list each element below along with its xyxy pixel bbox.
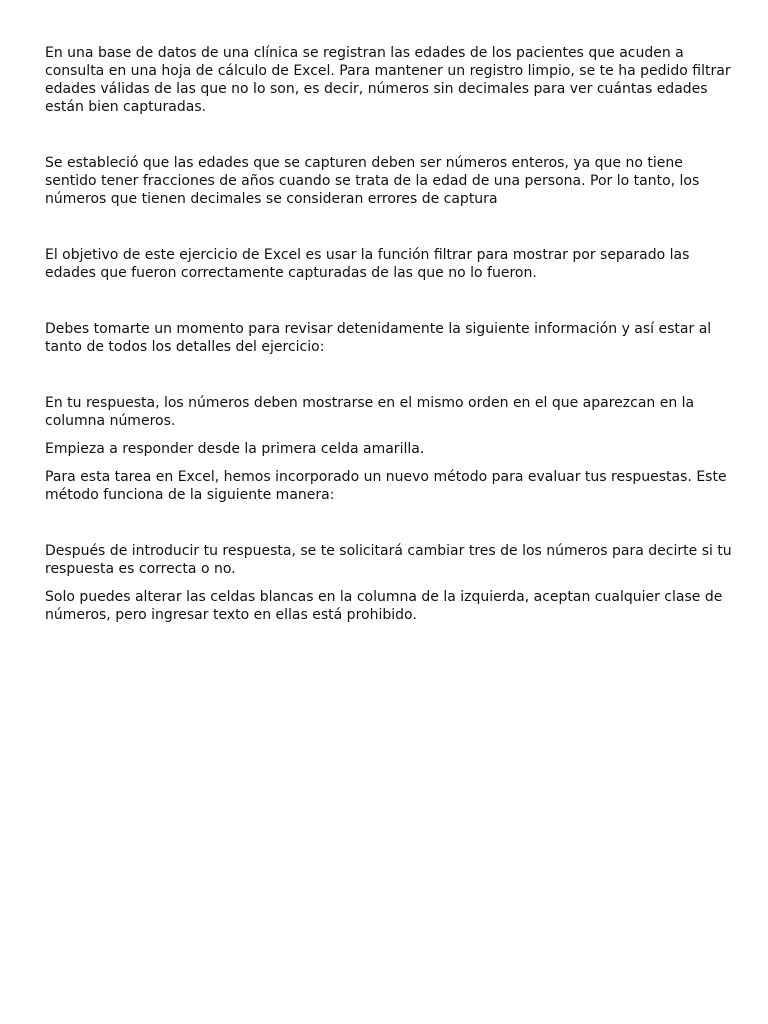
paragraph-integer-rule: Se estableció que las edades que se capturen deben ser números enteros, ya que no tiene sentido tener fracciones de años cuando se trata de la edad de una persona. Por lo tanto, los números que tienen decimales se consideran errores de captura (45, 155, 700, 207)
paragraph-intro: En una base de datos de una clínica se registran las edades de los pacientes que acuden a consulta en una hoja de cálculo de Excel. Para mantener un registro limpio, se te ha pedido filtrar edades válidas de las que no lo son, es decir, números sin decimales para ver cuántas edades están bien capturadas. (45, 45, 731, 115)
paragraph-evaluation-method: Para esta tarea en Excel, hemos incorporado un nuevo método para evaluar tus respuestas. Este método funciona de la siguiente manera: (45, 469, 727, 503)
paragraph-objective: El objetivo de este ejercicio de Excel es usar la función filtrar para mostrar por separado las edades que fueron correctamente capturadas de las que no lo fueron. (45, 247, 690, 281)
paragraph-review-note: Debes tomarte un momento para revisar detenidamente la siguiente información y así estar al tanto de todos los detalles del ejercicio: (45, 321, 712, 355)
paragraph-start-cell: Empieza a responder desde la primera celda amarilla. (45, 441, 425, 457)
paragraph-order-instruction: En tu respuesta, los números deben mostrarse en el mismo orden en el que aparezcan en la columna números. (45, 395, 695, 429)
paragraph-change-numbers: Después de introducir tu respuesta, se te solicitará cambiar tres de los números para decirte si tu respuesta es correcta o no. (45, 543, 732, 577)
paragraph-cell-restrictions: Solo puedes alterar las celdas blancas en la columna de la izquierda, aceptan cualquier clase de números, pero ingresar texto en ellas está prohibido. (45, 589, 723, 623)
document-body (45, 44, 735, 624)
